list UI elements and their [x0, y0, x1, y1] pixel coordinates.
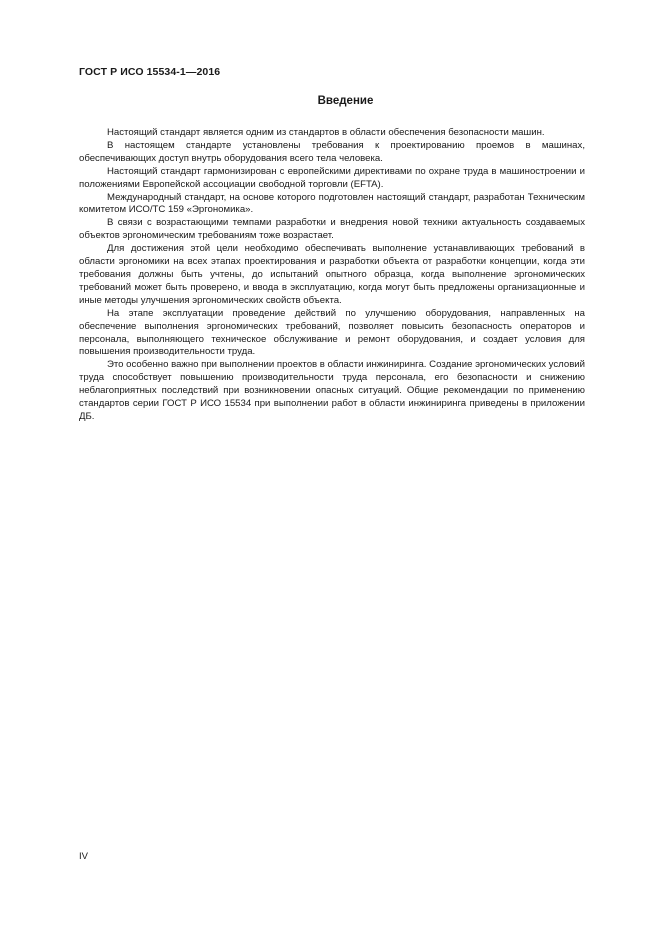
section-title-text: Введение: [317, 95, 374, 107]
body-text: [79, 127, 585, 424]
paragraph: На этапе эксплуатации проведение действий по улучшению оборудования, направленных на обеспечение выполнения эргономических требований, позволяет повысить безопасность операторов и персонала, выполняющего техническое обслуживание и ремонт оборудования, и создает условия для повышения производительности труда.: [79, 307, 585, 358]
paragraph: В связи с возрастающими темпами разработки и внедрения новой техники актуальность создаваемых объектов эргономическим требованиям тоже возрастает.: [79, 217, 585, 242]
paragraph: В настоящем стандарте установлены требования к проектированию проемов в машинах, обеспечивающих доступ внутрь оборудования всего тела человека.: [79, 139, 585, 164]
paragraph: Это особенно важно при выполнении проектов в области инжиниринга. Создание эргономических условий труда способствует повышению производительности труда персонала, его безопасности и снижению неблагоприятных последствий при возникновении опасных ситуаций. Общие рекомендации по применению стандартов серии ГОСТ Р ИСО 15534 при выполнении работ в области инжиниринга приведены в приложении ДБ.: [79, 359, 586, 422]
paragraph: Настоящий стандарт гармонизирован с европейскими директивами по охране труда в машиностроении и положениями Европейской ассоциации свободной торговли (EFTA).: [79, 165, 585, 190]
section-title: [0, 95, 661, 107]
page-number: IV: [79, 851, 88, 862]
paragraph: Для достижения этой цели необходимо обеспечивать выполнение устанавливающих требований в области эргономики на всех этапах проектирования и разработки объекта от разработки концепции, когда эти требования должны быть учтены, до испытаний опытного образца, когда выполнение эргономических требований может быть проверено, и ввода в эксплуатацию, когда могут быть предложены организационные и иные методы улучшения эргономических свойств объекта.: [79, 243, 585, 306]
paragraph: Международный стандарт, на основе которого подготовлен настоящий стандарт, разработан Техническим комитетом ИСО/ТС 159 «Эргономика».: [79, 191, 585, 216]
standard-code-header: ГОСТ Р ИСО 15534-1—2016: [79, 66, 221, 78]
paragraph: Настоящий стандарт является одним из стандартов в области обеспечения безопасности машин.: [107, 127, 545, 138]
